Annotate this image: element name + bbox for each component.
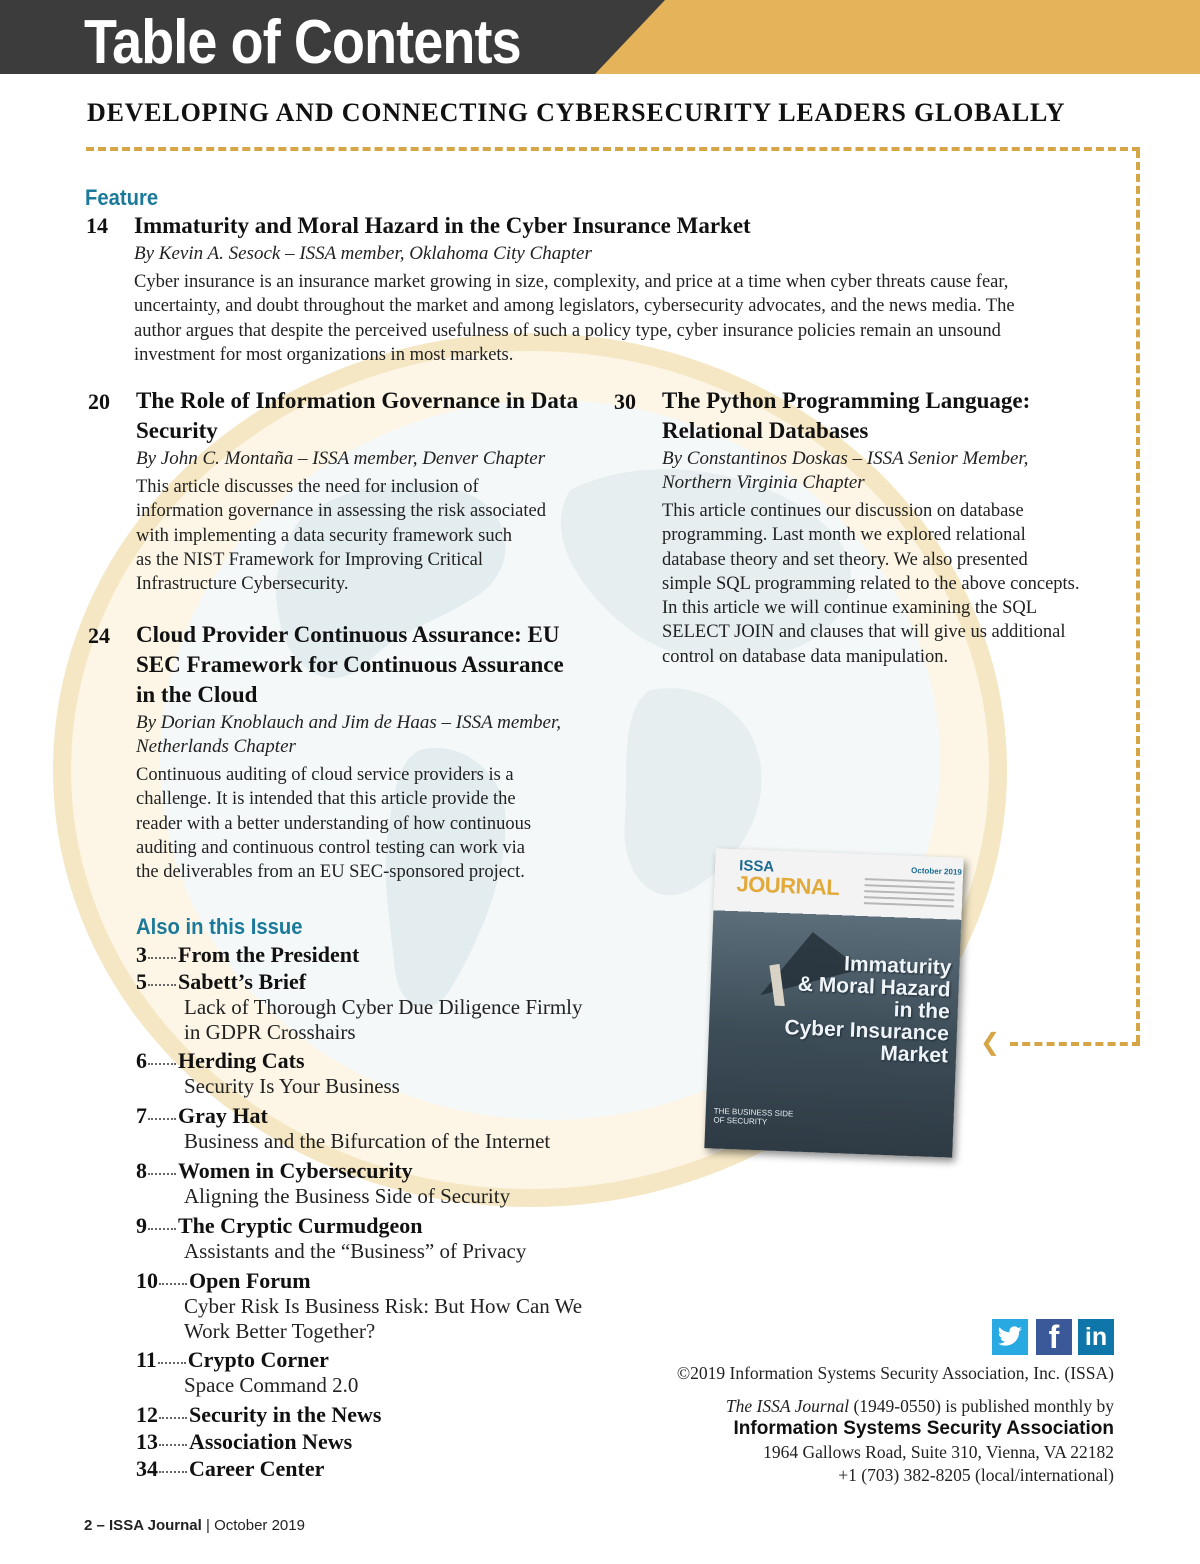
toc-item-herding-cats[interactable] [136, 1047, 616, 1099]
item-title[interactable]: Women in Cybersecurity [178, 1158, 413, 1183]
leader-dots [159, 1283, 187, 1285]
publication-frequency: (1949-0550) is published monthly by [849, 1396, 1114, 1416]
toc-item-open-forum[interactable] [136, 1267, 616, 1344]
item-page-number: 10 [136, 1268, 158, 1293]
summary-line: with implementing a data security framework such [136, 525, 513, 546]
item-subtitle: Aligning the Business Side of Security [184, 1184, 511, 1208]
also-in-issue-label: Also in this Issue [136, 914, 303, 939]
article-byline [136, 711, 606, 759]
leader-dots [159, 1444, 187, 1446]
article-summary [662, 499, 1122, 669]
page-title: Table of Contents [84, 8, 521, 77]
cover-footer [713, 1106, 814, 1128]
item-page-number: 34 [136, 1456, 158, 1481]
summary-line: the deliverables from an EU SEC-sponsored project. [136, 862, 525, 883]
title-line: SEC Framework for Continuous Assurance [136, 652, 564, 677]
feature-page-number: 14 [86, 213, 108, 238]
item-title[interactable]: Open Forum [189, 1268, 311, 1293]
summary-line: information governance in assessing the risk associated [136, 501, 546, 522]
summary-line: as the NIST Framework for Improving Critical [136, 549, 483, 570]
publication-statement [726, 1396, 1114, 1417]
item-subtitle: Assistants and the “Business” of Privacy [184, 1239, 527, 1263]
item-title[interactable]: Crypto Corner [187, 1347, 329, 1372]
toc-item-association-news[interactable] [136, 1428, 616, 1455]
summary-line: reader with a better understanding of how continuous [136, 813, 532, 834]
copyright-notice: ©2019 Information Systems Security Association, Inc. (ISSA) [676, 1363, 1114, 1383]
summary-line: Cyber insurance is an insurance market growing in size, complexity, and price at a time when cyber threats cause fear, [134, 272, 1009, 292]
summary-line: SELECT JOIN and clauses that will give us additional [662, 622, 1066, 643]
feature-summary [134, 270, 1124, 367]
article-title[interactable] [136, 620, 606, 710]
cover-footer-line: OF SECURITY [713, 1115, 768, 1127]
linkedin-icon[interactable]: in [1078, 1319, 1114, 1355]
dashed-frame-bottom [1010, 1042, 1140, 1046]
summary-line: database theory and set theory. We also presented [662, 549, 1028, 570]
cover-date: October 2019 [910, 865, 962, 877]
facebook-icon[interactable]: f [1036, 1319, 1072, 1355]
summary-line: auditing and continuous control testing can work via [136, 837, 525, 858]
article-title[interactable] [662, 386, 1122, 446]
cover-footer-line: THE BUSINESS SIDE [713, 1106, 794, 1119]
item-page-number: 11 [136, 1347, 157, 1372]
item-page-number: 12 [136, 1402, 158, 1427]
item-page-number: 7 [136, 1103, 147, 1128]
item-subtitle: Security Is Your Business [184, 1074, 400, 1098]
cover-headline-line: & Moral Hazard [797, 972, 952, 1002]
item-title[interactable]: The Cryptic Curmudgeon [178, 1213, 423, 1238]
summary-line: author argues that despite the perceived usefulness of such a policy type, cyber insurance policies remain an unsound [134, 320, 1001, 341]
byline-line: By John C. Montaña – ISSA member, Denver Chapter [136, 448, 546, 469]
cover-headline-line: Immaturity [843, 952, 952, 980]
article-information-governance[interactable] [136, 386, 606, 596]
leader-dots [148, 984, 176, 986]
organization-address: 1964 Gallows Road, Suite 310, Vienna, VA 22182 [763, 1442, 1114, 1462]
article-page-number: 30 [614, 389, 636, 414]
item-title[interactable]: Career Center [189, 1456, 325, 1481]
organization-name: Information Systems Security Association [733, 1418, 1114, 1439]
article-summary [136, 475, 606, 596]
item-title[interactable]: Herding Cats [178, 1048, 305, 1073]
toc-item-sabetts-brief[interactable] [136, 968, 616, 1045]
cover-text-line [864, 890, 954, 895]
toc-item-security-in-the-news[interactable] [136, 1401, 616, 1428]
summary-line: programming. Last month we explored relational [662, 525, 1026, 546]
article-byline [136, 447, 606, 471]
journal-name: The ISSA Journal [725, 1396, 850, 1416]
summary-line: Infrastructure Cybersecurity. [136, 574, 349, 595]
feature-byline: By Kevin A. Sesock – ISSA member, Oklahoma City Chapter [134, 243, 592, 264]
item-title[interactable]: Gray Hat [178, 1103, 268, 1128]
item-page-number: 8 [136, 1158, 147, 1183]
toc-item-cryptic-curmudgeon[interactable] [136, 1212, 616, 1264]
article-title[interactable] [136, 386, 606, 446]
toc-item-gray-hat[interactable] [136, 1102, 616, 1154]
footer-date: October 2019 [214, 1517, 305, 1534]
page-footer: 2 – ISSA Journal | October 2019 [84, 1517, 305, 1534]
item-title[interactable]: Security in the News [189, 1402, 382, 1427]
byline-line: By Constantinos Doskas – ISSA Senior Member, [662, 448, 1029, 469]
article-page-number: 20 [88, 389, 110, 414]
byline-line: By Dorian Knoblauch and Jim de Haas – ISSA member, [136, 712, 561, 733]
leader-dots [148, 1228, 176, 1230]
cover-logo-issa: ISSA [738, 857, 775, 876]
feature-label: Feature [85, 185, 159, 210]
twitter-icon[interactable] [992, 1319, 1028, 1355]
article-page-number: 24 [88, 623, 110, 648]
leader-dots [159, 1471, 187, 1473]
arrow-left-icon: ❮ [980, 1028, 1001, 1056]
title-line: Cloud Provider Continuous Assurance: EU [136, 622, 560, 647]
summary-line: Continuous auditing of cloud service providers is a [136, 765, 514, 785]
toc-item-women-in-cybersecurity[interactable] [136, 1157, 616, 1209]
article-summary [136, 763, 606, 884]
cover-headline [748, 950, 952, 1068]
cover-logo-journal: JOURNAL [736, 871, 840, 901]
summary-line: This article discusses the need for inclusion of [136, 477, 479, 497]
toc-item-crypto-corner[interactable] [136, 1346, 616, 1398]
dashed-frame-top [86, 147, 1140, 151]
title-line: in the Cloud [136, 682, 258, 707]
summary-line: simple SQL programming related to the above concepts. [662, 573, 1080, 594]
summary-line: challenge. It is intended that this article provide the [136, 789, 516, 810]
leader-dots [148, 957, 176, 959]
summary-line: This article continues our discussion on database [662, 501, 1024, 521]
leader-dots [158, 1362, 186, 1364]
item-subtitle: Space Command 2.0 [184, 1373, 359, 1397]
summary-line: investment for most organizations in most markets. [134, 344, 514, 365]
byline-line: Northern Virginia Chapter [662, 472, 865, 493]
item-subtitle: Work Better Together? [184, 1319, 376, 1343]
leader-dots [148, 1118, 176, 1120]
cover-headline-line: Cyber Insurance [783, 1016, 950, 1046]
footer-page-label: 2 – ISSA Journal [84, 1517, 202, 1534]
title-line: Security [136, 418, 218, 443]
dashed-frame-right [1136, 150, 1140, 1043]
item-page-number: 6 [136, 1048, 147, 1073]
cover-text-line [864, 896, 954, 901]
item-page-number: 13 [136, 1429, 158, 1454]
title-line: Relational Databases [662, 418, 869, 443]
cover-headline-line: in the [893, 998, 951, 1024]
item-page-number: 9 [136, 1213, 147, 1238]
item-title[interactable]: From the President [178, 942, 360, 967]
organization-phone: +1 (703) 382-8205 (local/international) [838, 1465, 1114, 1485]
summary-line: In this article we will continue examining the SQL [662, 598, 1038, 619]
article-cloud-provider[interactable] [136, 620, 606, 884]
title-line: The Role of Information Governance in Data [136, 388, 579, 413]
summary-line: control on database data manipulation. [662, 646, 949, 667]
article-byline [662, 447, 1122, 495]
cover-text-line [865, 884, 955, 889]
tagline: DEVELOPING AND CONNECTING CYBERSECURITY LEADERS GLOBALLY [87, 98, 1066, 127]
title-line: The Python Programming Language: [662, 388, 1031, 413]
item-title[interactable]: Sabett’s Brief [178, 969, 307, 994]
item-page-number: 3 [136, 942, 147, 967]
feature-article[interactable] [134, 211, 1124, 367]
cover-text-line [865, 878, 955, 883]
summary-line: uncertainty, and doubt throughout the market and among legislators, cybersecurity advocates, and the news media. The [134, 296, 1015, 317]
toc-item-career-center[interactable] [136, 1455, 616, 1482]
item-subtitle: in GDPR Crosshairs [184, 1020, 356, 1044]
item-title[interactable]: Association News [189, 1429, 353, 1454]
item-subtitle: Cyber Risk Is Business Risk: But How Can We [184, 1294, 583, 1318]
leader-dots [159, 1417, 187, 1419]
journal-cover-image[interactable] [704, 848, 963, 1157]
leader-dots [148, 1173, 176, 1175]
item-page-number: 5 [136, 969, 147, 994]
leader-dots [148, 1063, 176, 1065]
feature-title[interactable]: Immaturity and Moral Hazard in the Cyber Insurance Market [134, 213, 751, 238]
byline-line: Netherlands Chapter [136, 736, 296, 757]
article-python-programming[interactable] [662, 386, 1122, 669]
cover-text-line [864, 902, 954, 907]
toc-item-from-the-president[interactable] [136, 941, 616, 968]
item-subtitle: Business and the Bifurcation of the Internet [184, 1129, 551, 1153]
item-subtitle: Lack of Thorough Cyber Due Diligence Firmly [184, 995, 583, 1019]
cover-headline-line: Market [879, 1041, 949, 1068]
